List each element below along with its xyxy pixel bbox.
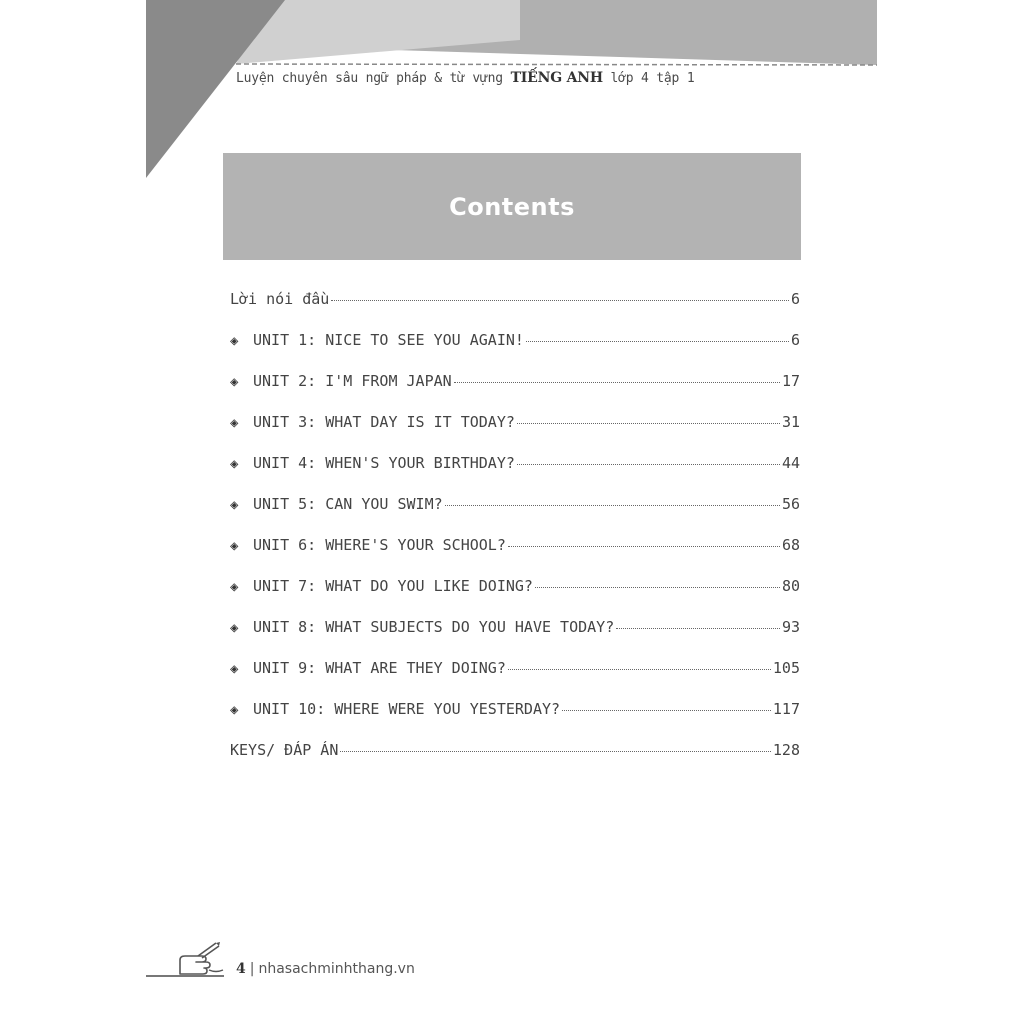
- toc-entry-page: 17: [781, 372, 800, 390]
- toc-dot-leader: [517, 423, 780, 424]
- diamond-bullet-icon: ◈: [230, 374, 239, 390]
- toc-entry-page: 31: [781, 413, 800, 431]
- toc-dot-leader: [616, 628, 780, 629]
- toc-dot-leader: [562, 710, 771, 711]
- running-header-prefix: Luyện chuyên sâu ngữ pháp & từ vựng: [236, 71, 511, 86]
- toc-entry: [230, 331, 800, 372]
- diamond-bullet-icon: ◈: [230, 702, 239, 718]
- toc-entry-label: UNIT 2: I'M FROM JAPAN: [253, 372, 452, 390]
- page-footer: [146, 940, 546, 990]
- toc-dot-leader: [454, 382, 780, 383]
- toc-entry-label: UNIT 4: WHEN'S YOUR BIRTHDAY?: [253, 454, 515, 472]
- toc-entry-page: 44: [781, 454, 800, 472]
- toc-entry: [230, 659, 800, 700]
- running-header: [236, 70, 694, 86]
- toc-entry-page: 68: [781, 536, 800, 554]
- corner-triangle-dark: [146, 0, 285, 178]
- running-header-suffix: lớp 4 tập 1: [602, 71, 695, 86]
- toc-dot-leader: [445, 505, 780, 506]
- toc-entry: [230, 618, 800, 659]
- running-header-emphasis: TIẾNG ANH: [510, 70, 603, 86]
- toc-entry-page: 6: [790, 290, 800, 308]
- diamond-bullet-icon: ◈: [230, 620, 239, 636]
- toc-entry-page: 93: [781, 618, 800, 636]
- toc-entry-label: UNIT 6: WHERE'S YOUR SCHOOL?: [253, 536, 506, 554]
- diamond-bullet-icon: ◈: [230, 538, 239, 554]
- toc-entry-label: KEYS/ ĐÁP ÁN: [230, 741, 339, 759]
- diamond-bullet-icon: ◈: [230, 333, 239, 349]
- footer-text: [236, 961, 415, 977]
- toc-entry: [230, 536, 800, 577]
- contents-title-box: [223, 153, 801, 260]
- toc-entry-label: UNIT 3: WHAT DAY IS IT TODAY?: [253, 413, 515, 431]
- toc-entry: [230, 700, 800, 741]
- toc-entry: [230, 413, 800, 454]
- toc-dot-leader: [526, 341, 789, 342]
- toc-entry-page: 6: [790, 331, 800, 349]
- toc-entry-label: UNIT 8: WHAT SUBJECTS DO YOU HAVE TODAY?: [253, 618, 615, 636]
- toc-dot-leader: [517, 464, 780, 465]
- footer-separator: |: [249, 961, 255, 977]
- toc-entry-page: 80: [781, 577, 800, 595]
- footer-page-number: 4: [236, 961, 246, 977]
- toc-entry: [230, 741, 800, 782]
- toc-entry-page: 56: [781, 495, 800, 513]
- toc-dot-leader: [508, 546, 780, 547]
- toc-dot-leader: [331, 300, 789, 301]
- toc-entry: [230, 454, 800, 495]
- hand-writing-icon: [176, 940, 226, 978]
- toc-dot-leader: [508, 669, 771, 670]
- footer-website: nhasachminhthang.vn: [258, 961, 415, 977]
- toc-dot-leader: [535, 587, 780, 588]
- toc-entry-page: 128: [772, 741, 800, 759]
- diamond-bullet-icon: ◈: [230, 497, 239, 513]
- toc-entry-label: Lời nói đầu: [230, 290, 330, 308]
- contents-title: Contents: [449, 192, 575, 221]
- toc-entry-page: 117: [772, 700, 800, 718]
- corner-triangle-light: [236, 0, 520, 64]
- toc-entry-label: UNIT 5: CAN YOU SWIM?: [253, 495, 443, 513]
- diamond-bullet-icon: ◈: [230, 579, 239, 595]
- toc-entry-page: 105: [772, 659, 800, 677]
- toc-entry-label: UNIT 7: WHAT DO YOU LIKE DOING?: [253, 577, 533, 595]
- corner-dashed-line: [236, 64, 877, 65]
- toc-entry: [230, 495, 800, 536]
- diamond-bullet-icon: ◈: [230, 661, 239, 677]
- toc-entry: [230, 577, 800, 618]
- diamond-bullet-icon: ◈: [230, 415, 239, 431]
- toc-dot-leader: [340, 751, 771, 752]
- toc-entry: [230, 372, 800, 413]
- toc-entry: [230, 290, 800, 331]
- toc-entry-label: UNIT 10: WHERE WERE YOU YESTERDAY?: [253, 700, 561, 718]
- diamond-bullet-icon: ◈: [230, 456, 239, 472]
- toc-entry-label: UNIT 1: NICE TO SEE YOU AGAIN!: [253, 331, 524, 349]
- toc-entry-label: UNIT 9: WHAT ARE THEY DOING?: [253, 659, 506, 677]
- table-of-contents: [230, 290, 800, 782]
